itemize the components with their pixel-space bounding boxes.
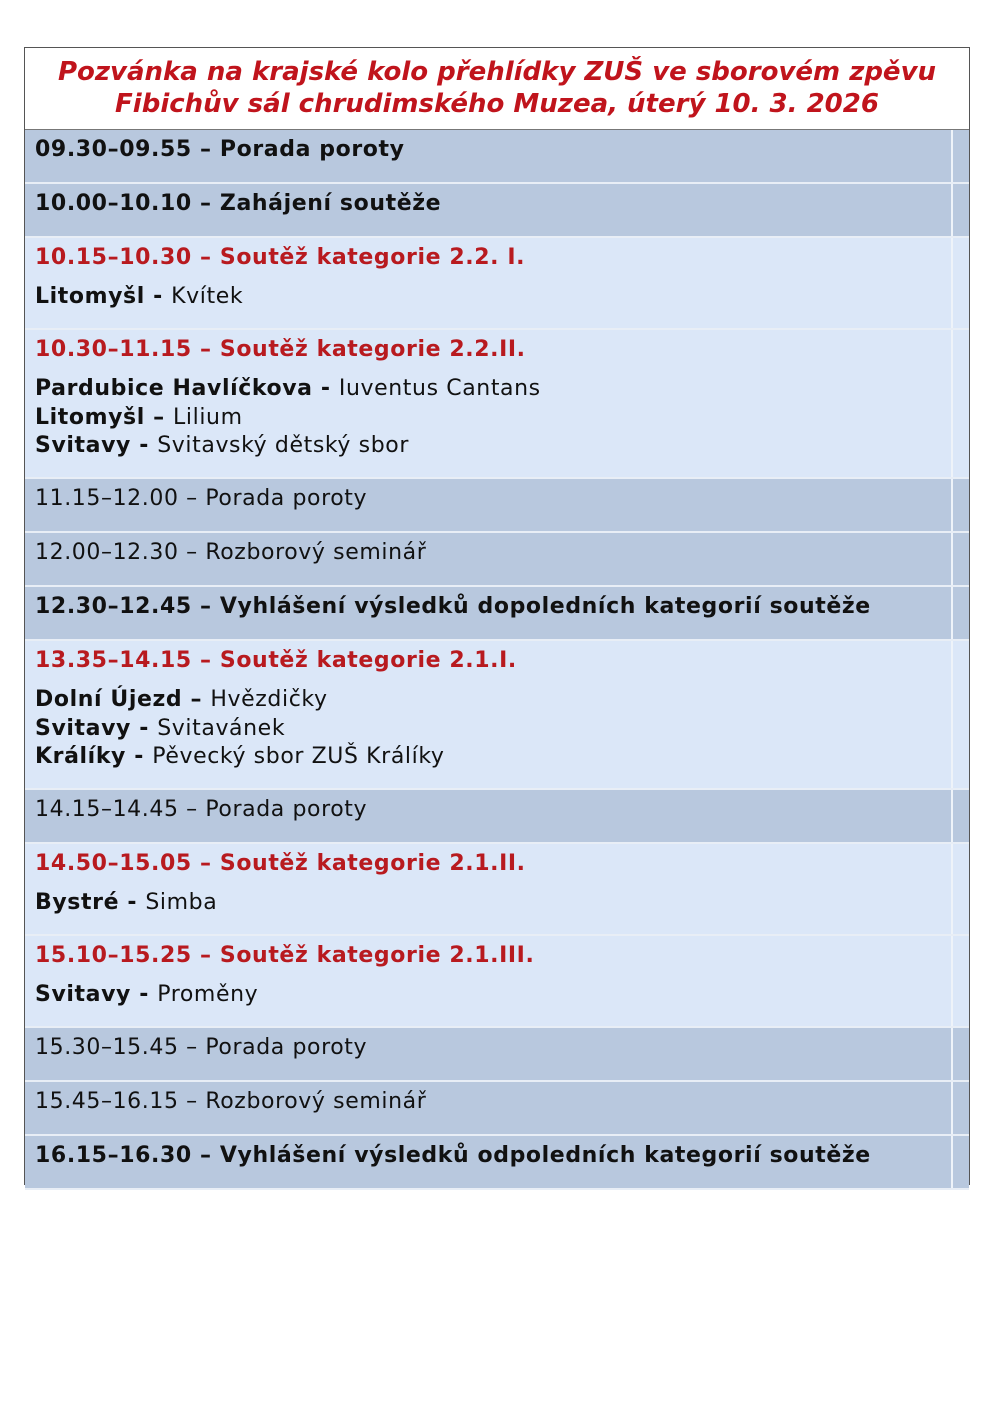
- category-heading: 10.15–10.30 – Soutěž kategorie 2.2. I.: [35, 245, 526, 270]
- entry-separator: -: [119, 890, 146, 915]
- schedule-row: [25, 641, 969, 790]
- schedule-row: [25, 844, 969, 936]
- entry-separator: -: [312, 376, 339, 401]
- category-heading: 15.10–15.25 – Soutěž kategorie 2.1.III.: [35, 943, 535, 968]
- entry-place: Svitavy: [35, 982, 131, 1007]
- schedule-row: [25, 479, 969, 533]
- entry-choir: Simba: [145, 890, 218, 915]
- schedule-row: [25, 184, 969, 238]
- schedule-sheet: [24, 47, 970, 1185]
- invitation-header: [25, 48, 969, 130]
- schedule-row: [25, 936, 969, 1028]
- entry-choir: Lilium: [173, 404, 243, 430]
- entry-separator: -: [130, 715, 158, 741]
- entry-item: [35, 686, 969, 715]
- entry-place: Pardubice Havlíčkova: [35, 376, 313, 401]
- entry-separator: -: [144, 284, 172, 309]
- entry-separator: –: [144, 404, 174, 430]
- entry-item: [35, 404, 969, 433]
- invitation-title: Pozvánka na krajské kolo přehlídky ZUŠ ve sborovém zpěvu: [57, 57, 937, 87]
- entry-choir: Svitavánek: [157, 715, 286, 741]
- entry-place: Králíky: [35, 744, 126, 769]
- schedule-row: [25, 533, 969, 587]
- entry-item: [35, 981, 969, 1010]
- entry-item: [35, 715, 969, 744]
- entry-separator: -: [130, 982, 158, 1007]
- schedule-row: [25, 130, 969, 184]
- row-heading: 12.30–12.45 – Vyhlášení výsledků dopoledních kategorií soutěže: [35, 594, 871, 619]
- entry-list: [35, 283, 969, 312]
- entry-choir: Iuventus Cantans: [338, 376, 541, 401]
- schedule-row: [25, 1136, 969, 1190]
- row-heading: 12.00–12.30 – Rozborový seminář: [35, 540, 427, 565]
- entry-item: [35, 375, 969, 404]
- category-heading: 13.35–14.15 – Soutěž kategorie 2.1.I.: [35, 648, 517, 673]
- schedule-row: [25, 587, 969, 641]
- entry-list: [35, 889, 969, 918]
- entry-choir: Proměny: [157, 982, 259, 1007]
- entry-item: [35, 889, 969, 918]
- entry-list: [35, 375, 969, 461]
- category-heading: 10.30–11.15 – Soutěž kategorie 2.2.II.: [35, 337, 526, 362]
- row-heading: 14.15–14.45 – Porada poroty: [35, 797, 368, 822]
- row-heading: 09.30–09.55 – Porada poroty: [35, 137, 405, 162]
- schedule-row: [25, 330, 969, 479]
- entry-item: [35, 432, 969, 461]
- row-heading: 15.45–16.15 – Rozborový seminář: [35, 1089, 427, 1114]
- entry-item: [35, 283, 969, 312]
- entry-item: [35, 743, 969, 772]
- schedule-row: [25, 1028, 969, 1082]
- entry-place: Bystré: [35, 890, 120, 915]
- entry-separator: -: [126, 744, 153, 769]
- venue-date: Fibichův sál chrudimského Muzea, úterý 10. 3. 2026: [115, 89, 879, 119]
- schedule-row: [25, 790, 969, 844]
- category-heading: 14.50–15.05 – Soutěž kategorie 2.1.II.: [35, 851, 526, 876]
- row-heading: 15.30–15.45 – Porada poroty: [35, 1035, 368, 1060]
- entry-separator: –: [182, 687, 211, 712]
- row-heading: 10.00–10.10 – Zahájení soutěže: [35, 191, 442, 216]
- row-heading: 11.15–12.00 – Porada poroty: [35, 486, 368, 511]
- entry-separator: -: [130, 433, 158, 458]
- entry-place: Dolní Újezd: [35, 687, 183, 712]
- entry-choir: Svitavský dětský sbor: [157, 433, 409, 458]
- entry-choir: Hvězdičky: [210, 687, 328, 712]
- row-heading: 16.15–16.30 – Vyhlášení výsledků odpoledních kategorií soutěže: [35, 1143, 871, 1168]
- entry-place: Litomyšl: [35, 404, 145, 430]
- schedule-row: [25, 238, 969, 330]
- entry-place: Svitavy: [35, 715, 131, 741]
- entry-list: [35, 686, 969, 772]
- entry-place: Svitavy: [35, 433, 131, 458]
- entry-place: Litomyšl: [35, 284, 145, 309]
- entry-choir: Kvítek: [171, 284, 244, 309]
- entry-list: [35, 981, 969, 1010]
- schedule-row: [25, 1082, 969, 1136]
- entry-choir: Pěvecký sbor ZUŠ Králíky: [152, 744, 445, 769]
